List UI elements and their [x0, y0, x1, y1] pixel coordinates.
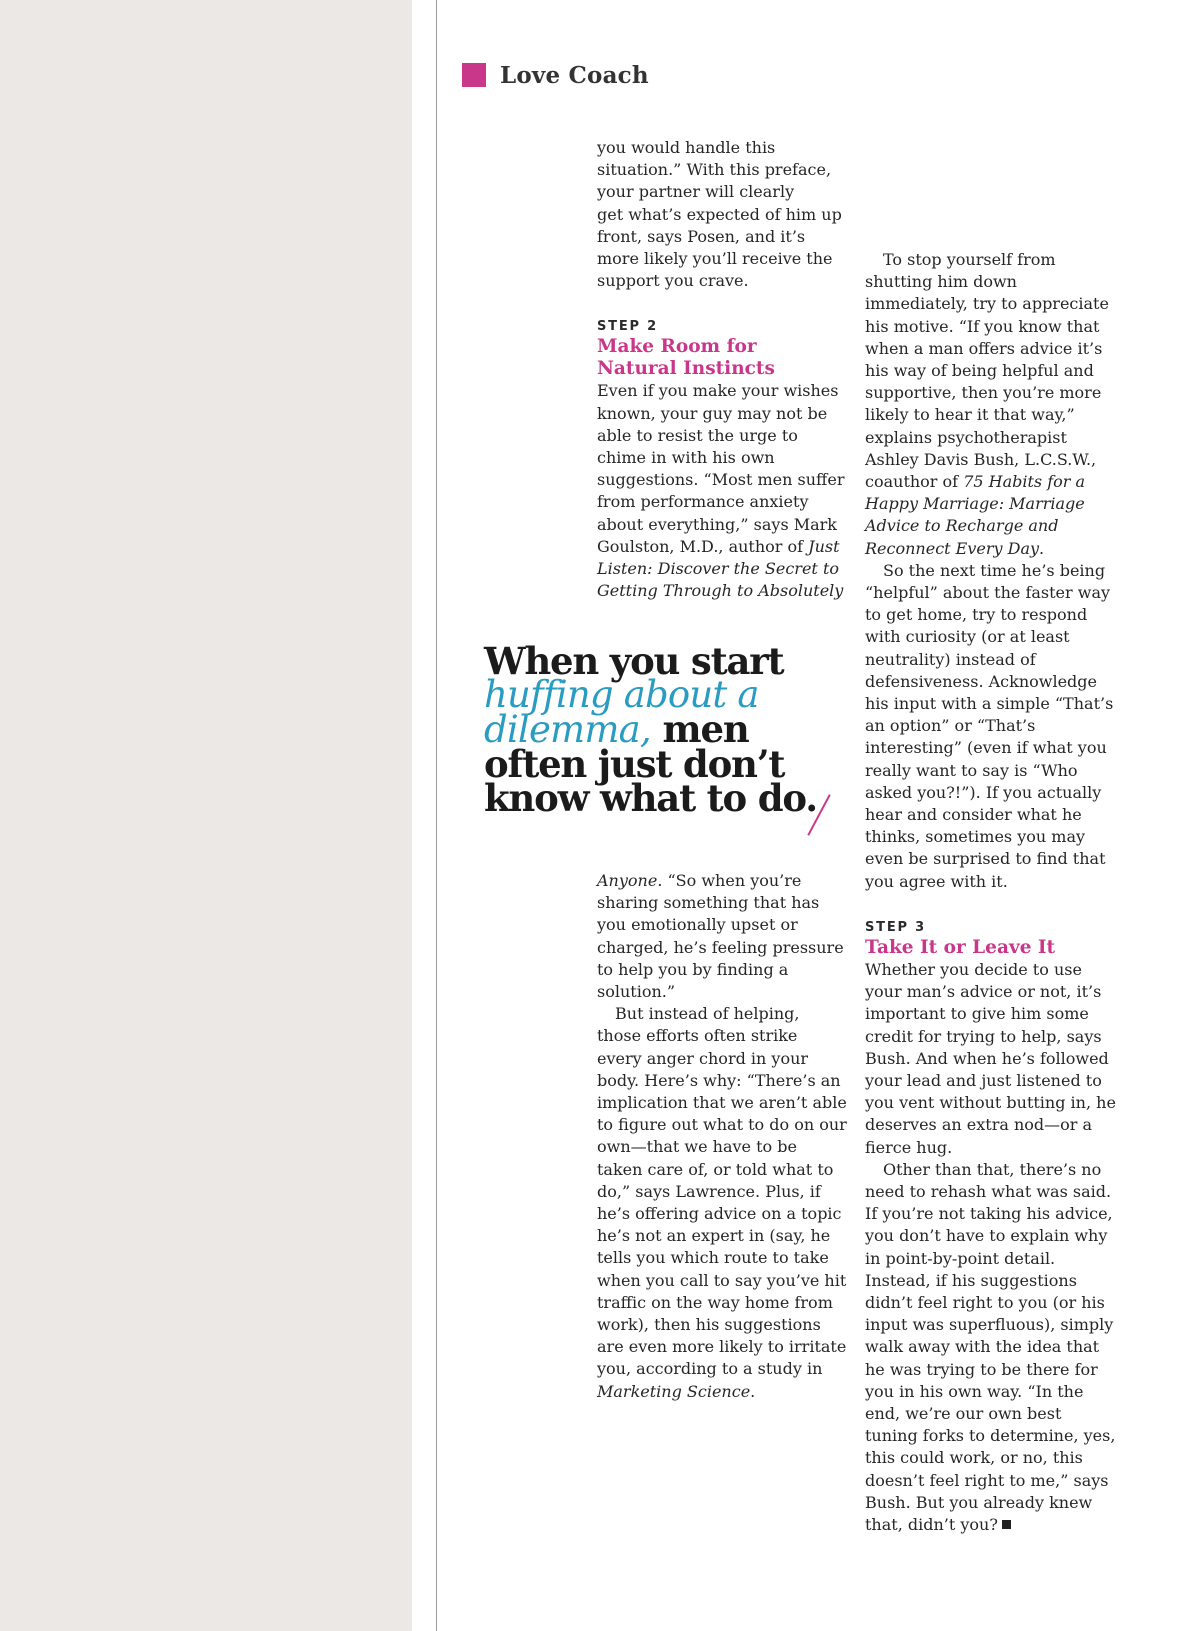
pull-quote-line: When you start	[484, 639, 784, 683]
paragraph	[597, 1003, 847, 1403]
paragraph-text: .	[1039, 538, 1045, 558]
end-mark-icon	[1002, 1520, 1011, 1529]
book-title: Just Listen: Discover the Secret to Getting Through to Absolutely	[597, 536, 844, 601]
step-2-kicker: STEP 2	[597, 319, 659, 335]
paragraph	[865, 1159, 1117, 1536]
book-title: 75 Habits for a Happy Marriage: Marriage Advice to Recharge and Reconnect Every Day	[865, 472, 1086, 558]
step-2-heading-line-1: Make Room for	[597, 336, 757, 358]
paragraph-text: Other than that, there’s no need to rehash what was said. If you’re not taking his advice, you don’t have to explain why in point-by-point detail. Instead, if his suggestions didn’t feel right to you (or his input was superfluous), simply walk away with the idea that he was trying to be there for you in his own way. “In the end, we’re our own best tuning forks to determine, yes, this could work, or no, this doesn’t feel right to me,” says Bush. But you already knew that, didn’t you?	[865, 1159, 1116, 1534]
column-2	[865, 249, 1117, 1536]
section-title: Love Coach	[500, 61, 649, 89]
step-3-heading: Take It or Leave It	[865, 936, 1056, 958]
pull-quote	[484, 639, 844, 820]
pull-quote-highlight: dilemma,	[484, 708, 651, 751]
text-line: situation.” With this preface,	[597, 160, 832, 180]
column-1-top	[597, 137, 847, 602]
text-line: you would handle this	[597, 138, 776, 157]
step-3-kicker: STEP 3	[865, 919, 927, 935]
column-1-bottom	[597, 870, 847, 1403]
paragraph: So the next time he’s being “helpful” about the faster way to get home, try to respond with curiosity (or at least neutrality) instead of defensiveness. Acknowledge his input with a simple “That’s an option” or “That’s interesting” (even if what you really want to say is “Who asked you?!”). If you actually hear and consider what he thinks, sometimes you may even be surprised to find that you agree with it.	[865, 560, 1114, 891]
paragraph	[597, 870, 847, 1003]
book-title: Anyone	[597, 871, 658, 890]
paragraph: Whether you decide to use your man’s advice or not, it’s important to give him some credit for trying to help, says Bush. And when he’s followed your lead and just listened to you vent without butting in, he deserves an extra nod—or a fierce hug.	[865, 959, 1116, 1157]
section-header	[462, 62, 649, 88]
section-marker-icon	[462, 63, 486, 87]
paragraph-text: Even if you make your wishes known, your guy may not be able to resist the urge to chime in with his own suggestions. “Most men suffer from performance anxiety about everything,” says Mark Goulston, M.D., author of	[597, 381, 845, 556]
step-2-paragraph	[597, 380, 847, 602]
journal-title: Marketing Science	[597, 1381, 751, 1401]
paragraph-text: . “So when you’re sharing something that has you emotionally upset or charged, he’s feeling pressure to help you by finding a solution.”	[597, 871, 844, 1002]
paragraph	[865, 249, 1117, 560]
text-line: support you crave.	[597, 271, 749, 291]
pull-quote-line: know what to do.	[484, 776, 817, 820]
text-line: your partner will clearly	[597, 182, 795, 202]
step-2-heading-line-2: Natural Instincts	[597, 358, 775, 380]
paragraph-text: But instead of helping, those efforts often strike every anger chord in your body. Here’s why: “There’s an implication that we aren’t able to figure out what to do on our own—that we have to be taken care of, or told what to do,” says Lawrence. Plus, if he’s offering advice on a topic he’s not an expert in (say, he tells you which route to take when you call to say you’ve hit traffic on the way home from work), then his suggestions are even more likely to irritate you, according to a study in	[597, 1004, 847, 1379]
paragraph-text: To stop yourself from shutting him down immediately, try to appreciate his motive. “If you know that when a man offers advice it’s his way of being helpful and supportive, then you’re more likely to hear it that way,” explains psychotherapist Ashley Davis Bush, L.C.S.W., coauthor of	[865, 250, 1109, 492]
pull-quote-highlight: huffing about a	[484, 673, 759, 716]
text-line: get what’s expected of him up	[597, 204, 842, 224]
page-gutter	[0, 0, 412, 1631]
text-line: front, says Posen, and it’s	[597, 226, 806, 246]
pull-quote-line: men	[650, 707, 749, 751]
paragraph-text: .	[750, 1381, 756, 1401]
text-line: more likely you’ll receive the	[597, 249, 833, 269]
pull-quote-line: often just don’t	[484, 742, 785, 786]
page-fold-rule	[436, 0, 437, 1631]
